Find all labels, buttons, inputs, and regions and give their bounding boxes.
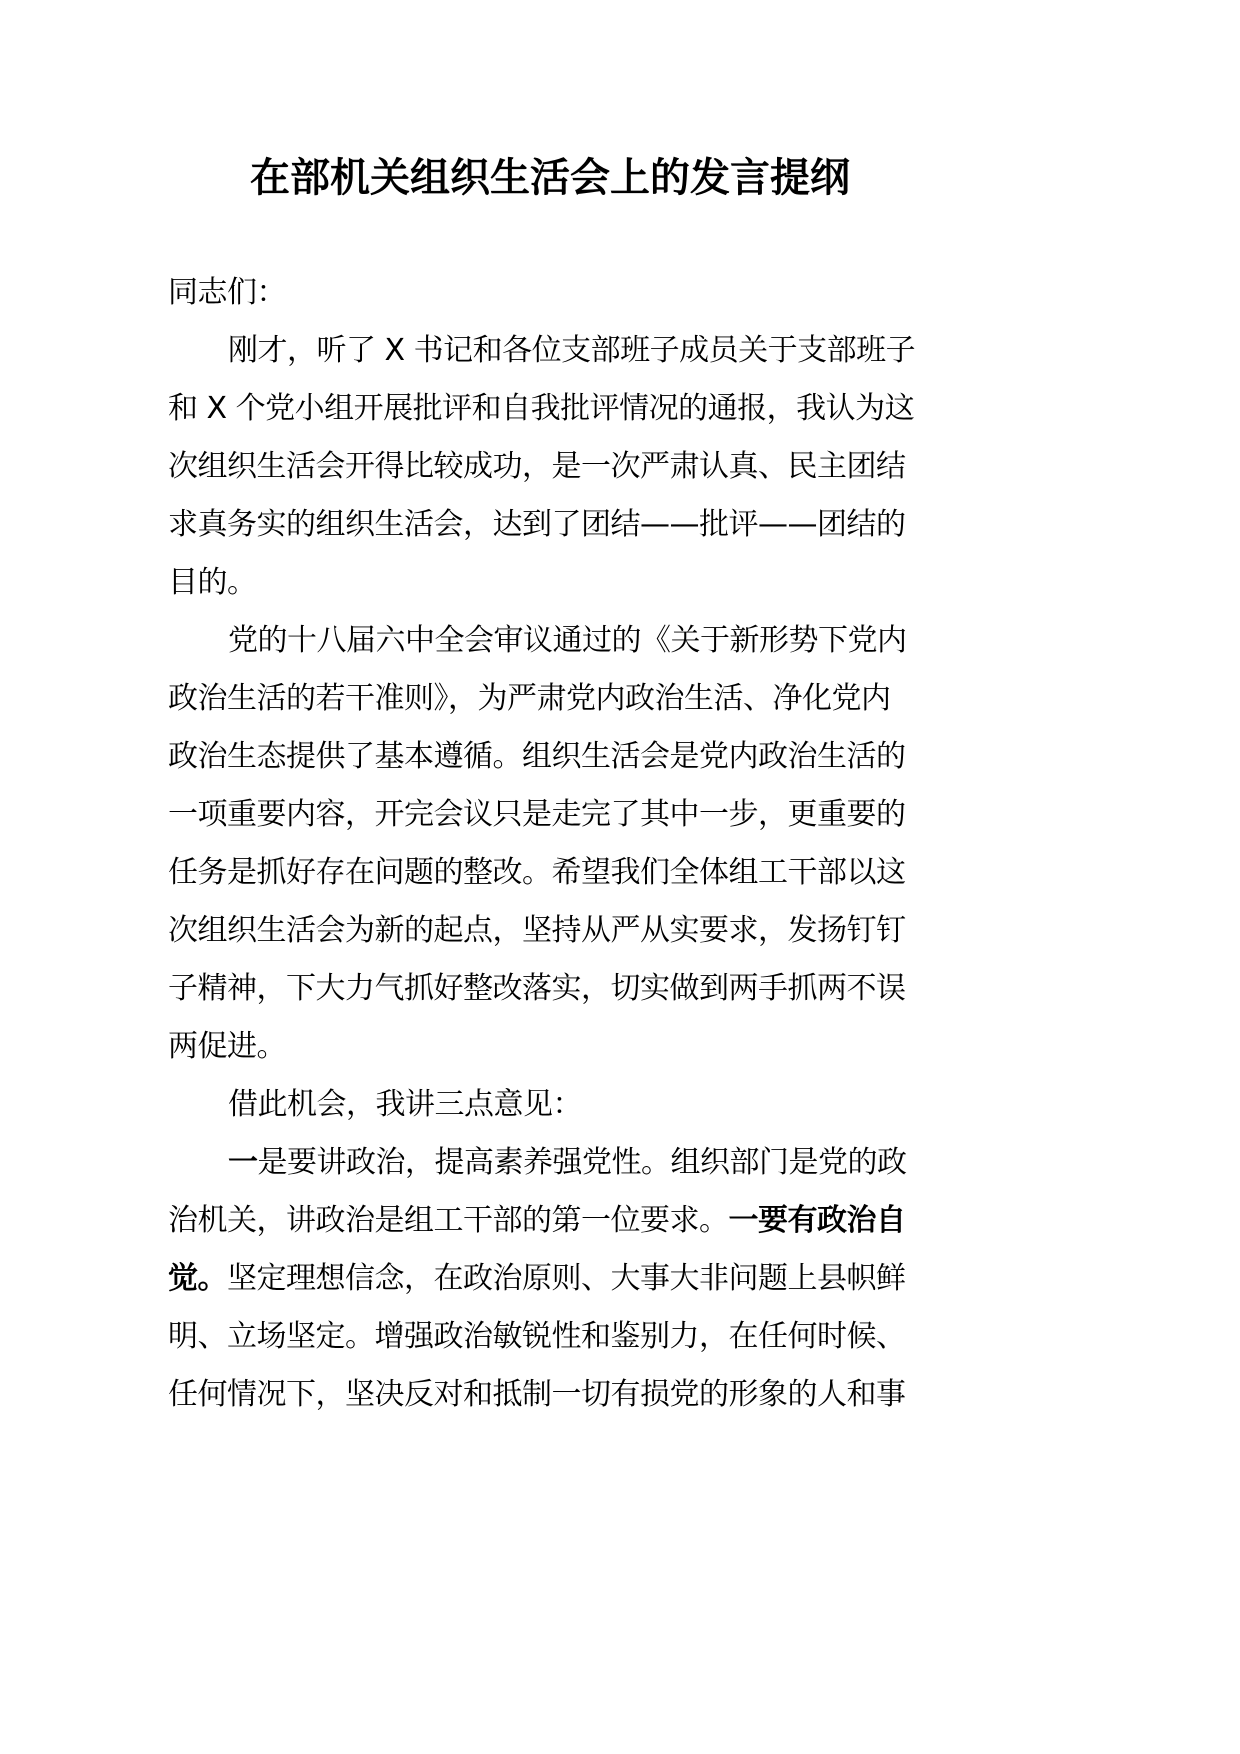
paragraph-guidelines [168,612,948,1076]
paragraph-line: 两促进。 [168,1029,286,1064]
paragraph-line [168,1250,948,1308]
paragraph-line: 和 X 个党小组开展批评和自我批评情况的通报，我认为这 [168,391,915,426]
document-title: 在部机关组织生活会上的发言提纲 [250,155,850,201]
paragraph-line: 任何情况下，坚决反对和抵制一切有损党的形象的人和事 [168,1377,906,1412]
paragraph-line: 次组织生活会开得比较成功，是一次严肃认真、民主团结 [168,449,906,484]
document-body [168,264,948,1424]
paragraph-line [168,1192,948,1250]
bold-lead: 一 [228,1145,258,1180]
text-run: 是要讲政治，提高素养强党性。组织部门是党的政 [257,1145,907,1180]
paragraph-line: 政治生态提供了基本遵循。组织生活会是党内政治生活的 [168,739,906,774]
bold-heading: 一要有政治自 [728,1203,906,1238]
paragraph-line: 子精神，下大力气抓好整改落实，切实做到两手抓两不误 [168,971,906,1006]
text-run: 坚定理想信念，在政治原则、大事大非问题上县帜鲜 [227,1261,906,1296]
paragraph-three-points-intro [168,1076,948,1134]
paragraph-line: 求真务实的组织生活会，达到了团结——批评——团结的 [168,507,906,542]
salutation: 同志们： [168,275,286,310]
paragraph-line: 目的。 [168,565,257,600]
paragraph-point-one [168,1134,948,1424]
text-run: 治机关，讲政治是组工干部的第一位要求。 [168,1203,729,1238]
paragraph-line: 借此机会，我讲三点意见： [228,1087,582,1122]
paragraph-line: 党的十八届六中全会审议通过的《关于新形势下党内 [228,623,907,658]
paragraph-line: 明、立场坚定。增强政治敏锐性和鉴别力，在任何时候、 [168,1319,906,1354]
paragraph-opening [168,322,948,612]
paragraph-line: 次组织生活会为新的起点，坚持从严从实要求，发扬钉钉 [168,913,906,948]
paragraph-line: 刚才，听了 X 书记和各位支部班子成员关于支部班子 [228,333,916,368]
paragraph-line: 任务是抓好存在问题的整改。希望我们全体组工干部以这 [168,855,906,890]
paragraph-line: 一项重要内容，开完会议只是走完了其中一步，更重要的 [168,797,906,832]
paragraph-line: 政治生活的若干准则》，为严肃党内政治生活、净化党内 [168,681,891,716]
paragraph-line [168,1134,948,1192]
bold-heading: 觉。 [168,1261,227,1296]
